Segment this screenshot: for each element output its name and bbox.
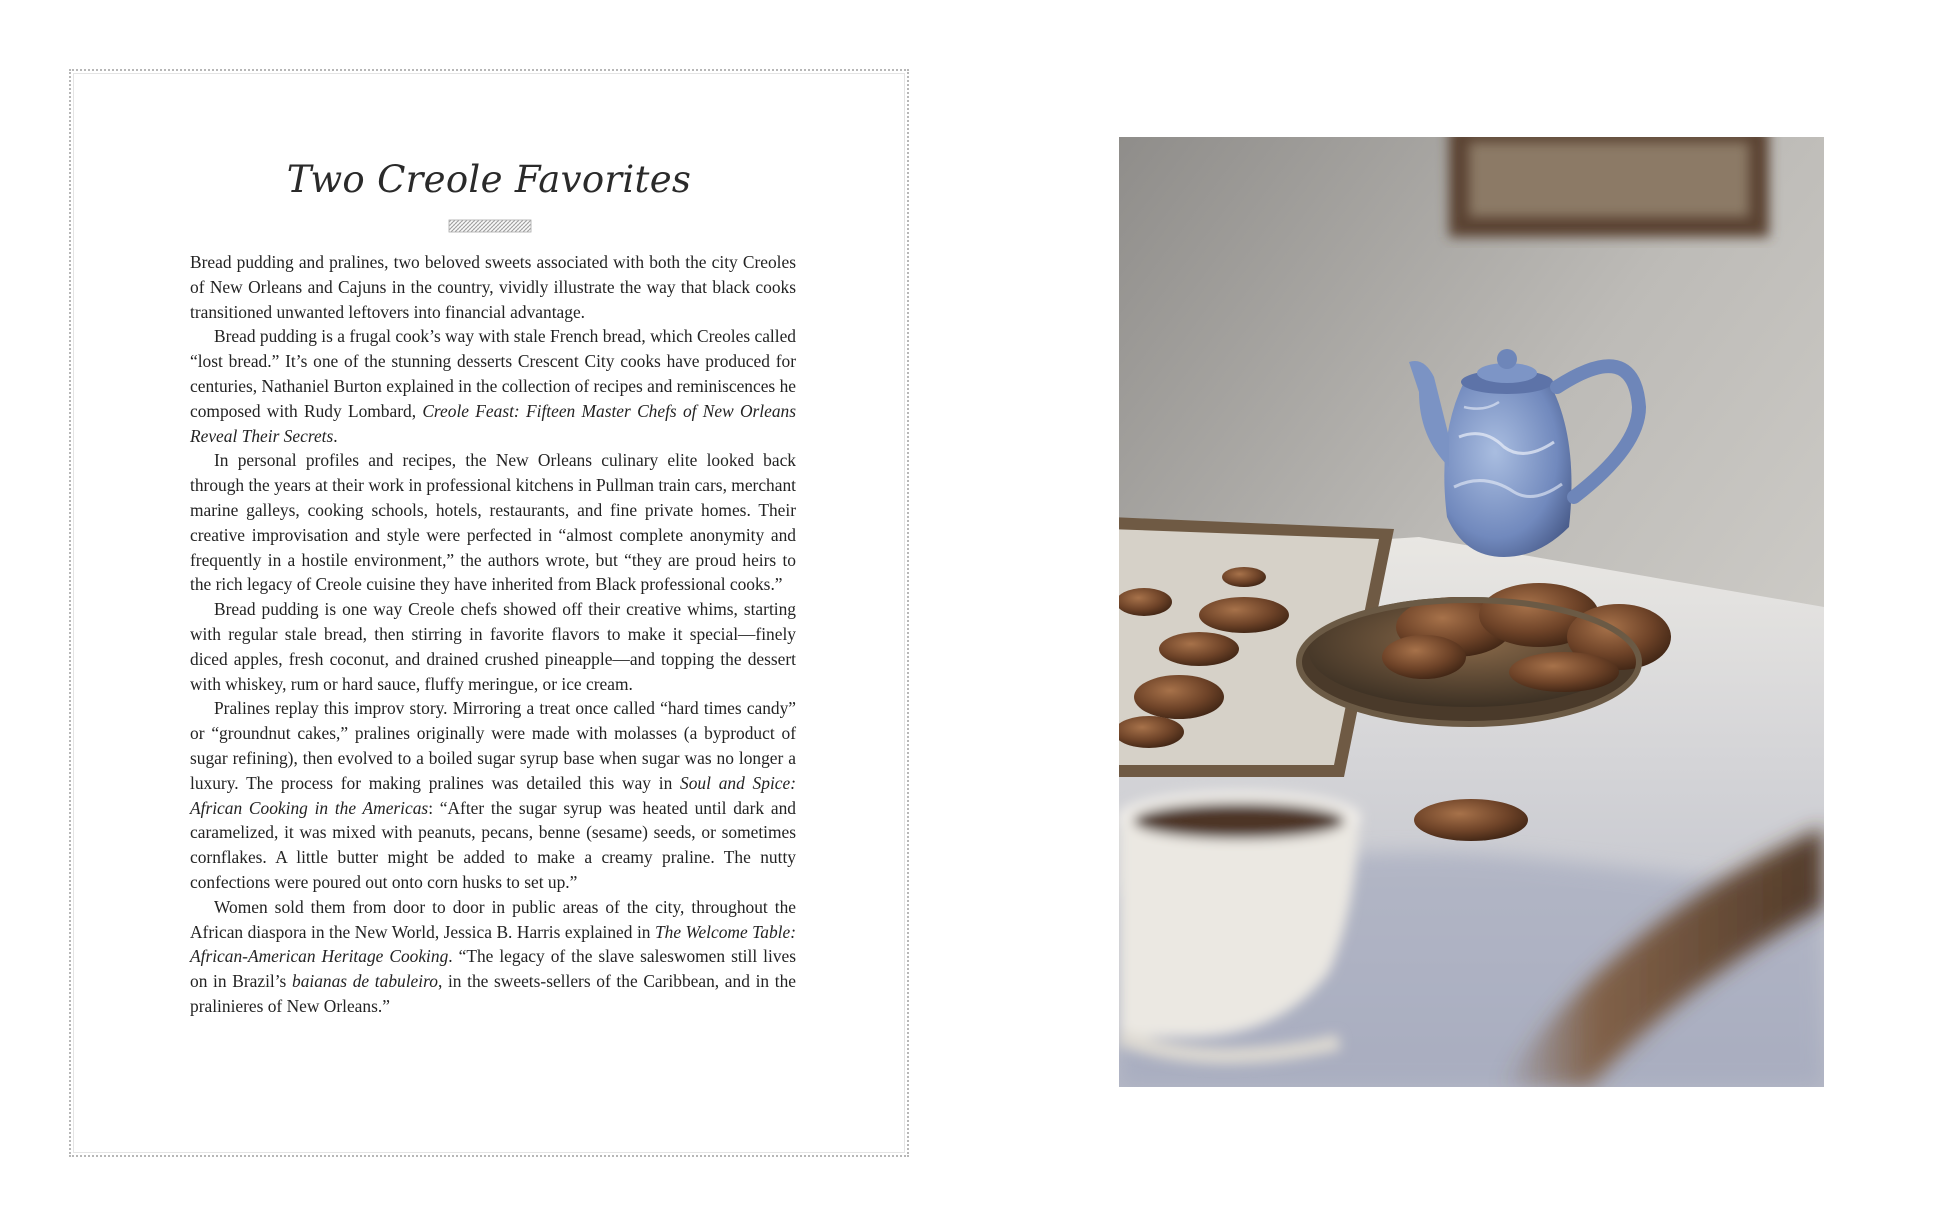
paragraph-5-quote: : “After the sugar syrup was heated until dark and caramelized, it was mixed with peanuts, pecans, benne (sesame) seeds, or sometimes cornflakes. A little butter might be added to make a creamy praline. The nutty confections were poured out onto corn husks to set up.”	[190, 797, 796, 892]
paragraph-2-text: Bread pudding is a frugal cook’s way with stale French bread, which Creoles called “lost bread.” It’s one of the stunning desserts Crescent City cooks have produced for centuries, Nathaniel Burton explained in the collection of recipes and reminiscences he composed with Rudy Lombard,	[190, 326, 796, 421]
pralines-photo	[1119, 137, 1824, 1087]
paragraph-5	[190, 696, 796, 894]
paragraph-4	[190, 597, 796, 696]
paragraph-6	[190, 895, 796, 1019]
paragraph-6-end: , in the sweets-sellers of the Caribbean, and in the pralinieres of New Orleans.”	[190, 971, 796, 1016]
paragraph-6-quote: . “The legacy of the slave saleswomen still lives on in Brazil’s	[190, 946, 796, 992]
paragraph-2-end: .	[333, 425, 338, 446]
book-title-welcome-table: The Welcome Table: African-American Heritage Cooking	[190, 921, 796, 967]
article-body	[190, 250, 796, 1019]
paragraph-1-text: Bread pudding and pralines, two beloved sweets associated with both the city Creoles of New Orleans and Cajuns in the country, vividly illustrate the way that black cooks transitioned unwanted leftovers into financial advantage.	[190, 252, 796, 322]
loose-praline	[1414, 799, 1528, 841]
paragraph-5-text: Pralines replay this improv story. Mirroring a treat once called “hard times candy” or “groundnut cakes,” pralines originally were made with molasses (a byproduct of sugar refining), then evolved to a boiled sugar syrup base when sugar was no longer a luxury. The process for making pralines was detailed this way in	[190, 698, 796, 793]
book-title-creole-feast: Creole Feast: Fifteen Master Chefs of New Orleans Reveal Their Secrets	[190, 400, 796, 446]
paragraph-1	[190, 250, 796, 324]
term-baianas: baianas de tabuleiro	[292, 971, 438, 992]
paragraph-6-text: Women sold them from door to door in public areas of the city, throughout the African diaspora in the New World, Jessica B. Harris explained in	[190, 896, 796, 942]
book-title-soul-and-spice: Soul and Spice: African Cooking in the Americas	[190, 772, 796, 818]
paragraph-3	[190, 448, 796, 597]
paragraph-4-text: Bread pudding is one way Creole chefs showed off their creative whims, starting with regular stale bread, then stirring in favorite flavors to make it special—finely diced apples, fresh coconut, and drained crushed pineapple—and topping the dessert with whiskey, rum or hard sauce, fluffy meringue, or ice cream.	[190, 599, 796, 694]
woven-rule-ornament-icon	[448, 219, 532, 233]
pralines-photo-illustration	[1119, 137, 1824, 1087]
paragraph-2	[190, 324, 796, 448]
page-title: Two Creole Favorites	[286, 158, 692, 201]
paragraph-3-text: In personal profiles and recipes, the New Orleans culinary elite looked back through the years at their work in professional kitchens in Pullman train cars, merchant marine galleys, cooking schools, hotels, restaurants, and fine private homes. Their creative improvisation and style were perfected in “almost complete anonymity and frequently in a hostile environment,” the authors wrote, but “they are proud heirs to the rich legacy of Creole cuisine they have inherited from Black professional cooks.”	[190, 450, 796, 595]
